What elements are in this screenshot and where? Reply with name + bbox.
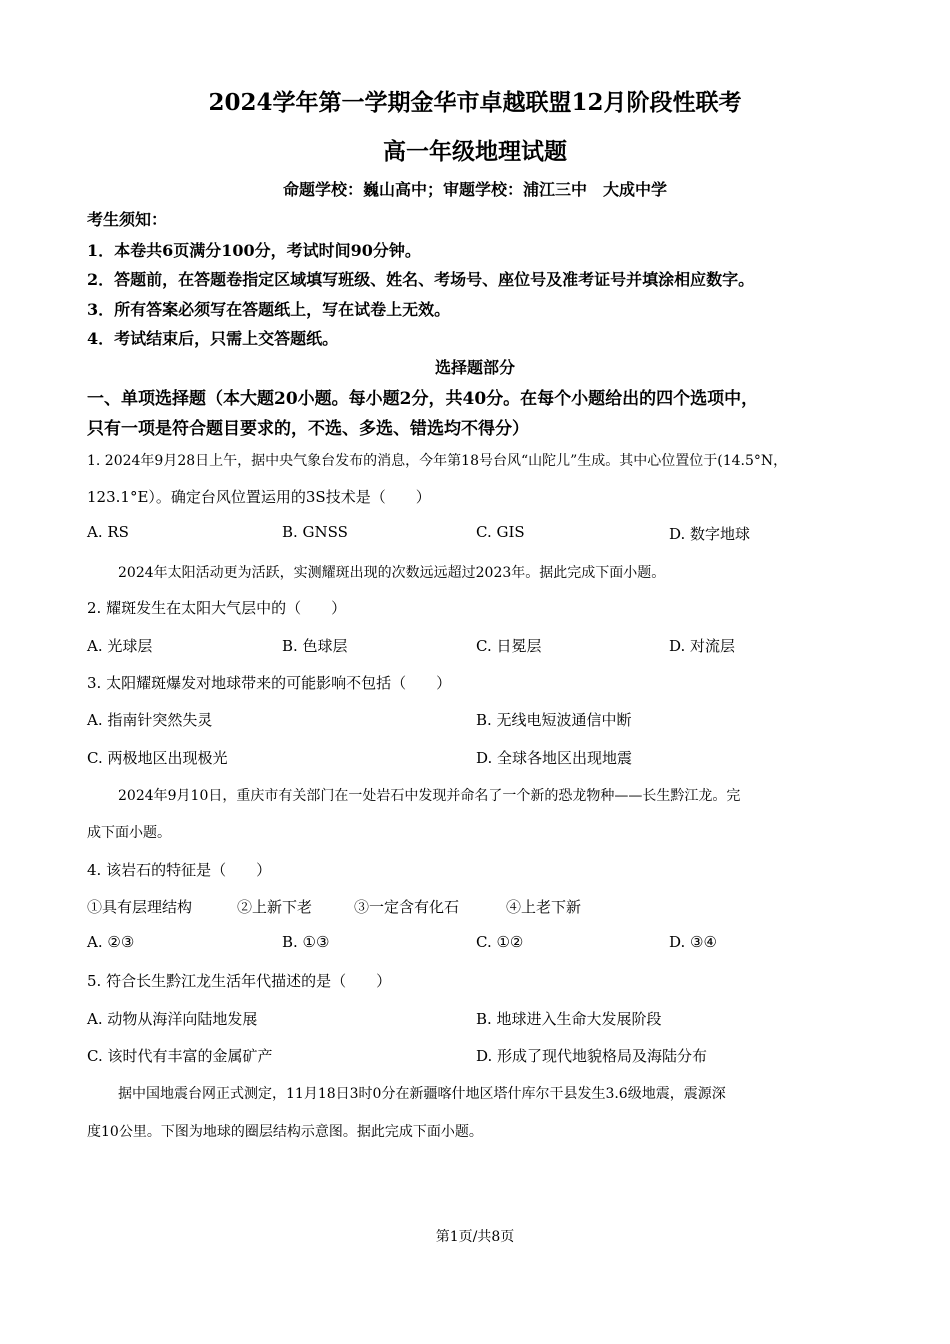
q4-option-c: C. ①② xyxy=(476,933,524,951)
intro-passage-3-line1: 据中国地震台网正式测定，11月18日3时0分在新疆喀什地区塔什库尔干县发生3.6级地震，震源深 xyxy=(118,1086,726,1102)
q1-stem-line2: 123.1°E）。确定台风位置运用的3S技术是（ ） xyxy=(87,488,431,506)
q3-stem: 3. 太阳耀斑爆发对地球带来的可能影响不包括（ ） xyxy=(87,674,452,692)
q5-option-b: B. 地球进入生命大发展阶段 xyxy=(476,1010,662,1028)
q3-option-c: C. 两极地区出现极光 xyxy=(87,749,228,767)
q1-stem-line1: 1. 2024年9月28日上午，据中央气象台发布的消息，今年第18号台风“山陀儿”生成。其中心位置位于(14.5°N， xyxy=(87,453,788,469)
q3-option-b: B. 无线电短波通信中断 xyxy=(476,711,632,729)
q3-option-d: D. 全球各地区出现地震 xyxy=(476,749,633,767)
q1-option-d: D. 数字地球 xyxy=(669,525,751,543)
intro-passage-2-line1: 2024年9月10日，重庆市有关部门在一处岩石中发现并命名了一个新的恐龙物种——长生黔江龙。完 xyxy=(118,788,741,804)
exam-subtitle: 高一年级地理试题 xyxy=(383,138,567,165)
part-instruction-line1: 一、单项选择题（本大题20小题。每小题2分，共40分。在每个小题给出的四个选项中， xyxy=(87,389,759,409)
q3-option-a: A. 指南针突然失灵 xyxy=(87,711,213,729)
notice-heading: 考生须知： xyxy=(87,210,168,229)
q1-option-b: B. GNSS xyxy=(282,523,348,541)
notice-item: 4．考试结束后，只需上交答题纸。 xyxy=(87,329,339,348)
q4-stem: 4. 该岩石的特征是（ ） xyxy=(87,861,272,879)
exam-schools: 命题学校：巍山高中；审题学校：浦江三中 大成中学 xyxy=(282,180,667,199)
q5-option-d: D. 形成了现代地貌格局及海陆分布 xyxy=(476,1047,708,1065)
q2-stem: 2. 耀斑发生在太阳大气层中的（ ） xyxy=(87,599,347,617)
notice-item: 3．所有答案必须写在答题纸上，写在试卷上无效。 xyxy=(87,300,451,319)
q4-choice-2: ②上新下老 xyxy=(237,898,313,916)
q5-stem: 5. 符合长生黔江龙生活年代描述的是（ ） xyxy=(87,972,392,990)
notice-item: 2．答题前，在答题卷指定区域填写班级、姓名、考场号、座位号及准考证号并填涂相应数字。 xyxy=(87,270,755,289)
q4-choice-1: ①具有层理结构 xyxy=(87,898,193,916)
q1-option-c: C. GIS xyxy=(476,523,525,541)
part-instruction-line2: 只有一项是符合题目要求的，不选、多选、错选均不得分） xyxy=(87,419,529,439)
intro-passage-3-line2: 度10公里。下图为地球的圈层结构示意图。据此完成下面小题。 xyxy=(87,1124,483,1140)
intro-passage-2-line2: 成下面小题。 xyxy=(87,825,171,841)
notice-item: 1．本卷共6页满分100分，考试时间90分钟。 xyxy=(87,241,421,260)
q1-option-a: A. RS xyxy=(87,523,129,541)
q4-choice-4: ④上老下新 xyxy=(506,898,582,916)
q5-option-c: C. 该时代有丰富的金属矿产 xyxy=(87,1047,273,1065)
q4-option-b: B. ①③ xyxy=(282,933,330,951)
q2-option-c: C. 日冕层 xyxy=(476,637,542,655)
intro-passage-1: 2024年太阳活动更为活跃，实测耀斑出现的次数远远超过2023年。据此完成下面小题。 xyxy=(118,565,666,581)
q2-option-a: A. 光球层 xyxy=(87,637,153,655)
page-number: 第1页/共8页 xyxy=(435,1229,515,1245)
q2-option-d: D. 对流层 xyxy=(669,637,736,655)
q2-option-b: B. 色球层 xyxy=(282,637,348,655)
q4-option-a: A. ②③ xyxy=(87,933,135,951)
exam-title: 2024学年第一学期金华市卓越联盟12月阶段性联考 xyxy=(208,89,742,116)
section-title: 选择题部分 xyxy=(434,358,515,377)
q4-option-d: D. ③④ xyxy=(669,933,717,951)
q5-option-a: A. 动物从海洋向陆地发展 xyxy=(87,1010,258,1028)
q4-choice-3: ③一定含有化石 xyxy=(354,898,460,916)
